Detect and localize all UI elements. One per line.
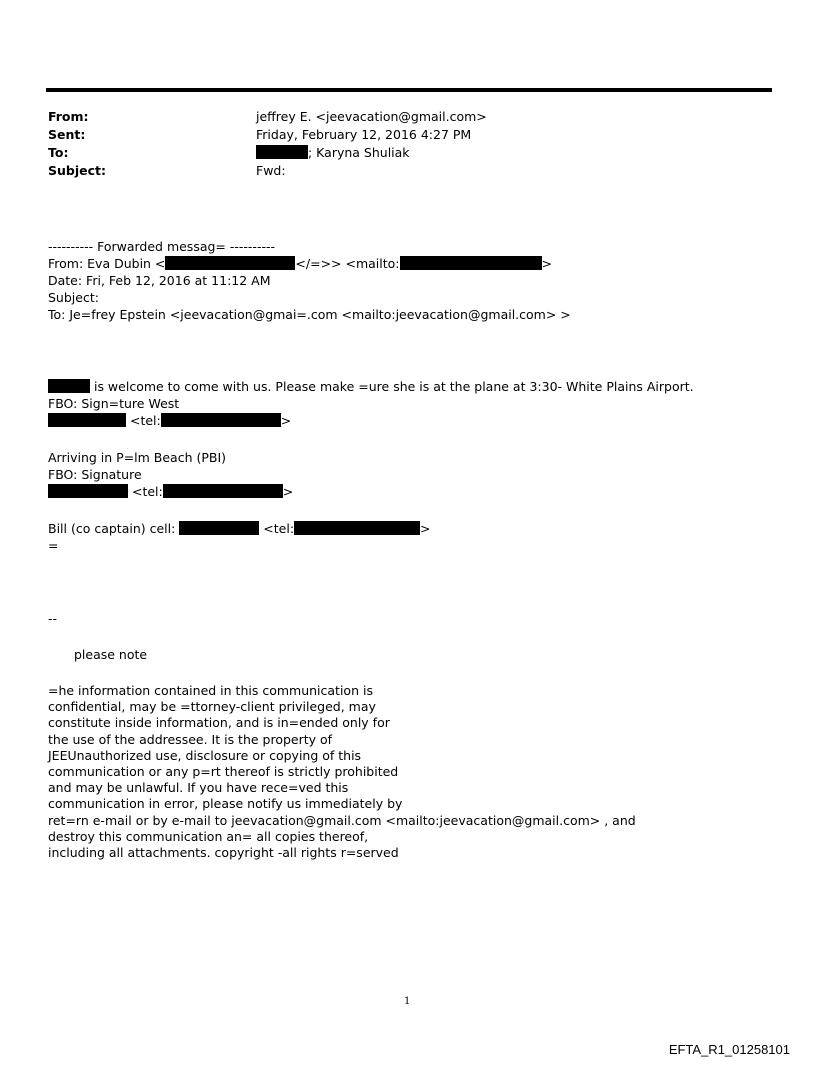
tel-end: > bbox=[282, 484, 294, 499]
sent-value: Friday, February 12, 2016 4:27 PM bbox=[256, 127, 472, 142]
forward-subject: Subject: bbox=[48, 290, 99, 305]
fbo-line-1: FBO: Sign=ture West bbox=[48, 396, 180, 411]
redaction bbox=[256, 145, 308, 159]
forward-from-end: > bbox=[541, 256, 553, 271]
tel-line-2 bbox=[48, 483, 293, 500]
disclaimer-line: JEEUnauthorized use, disclosure or copying of this bbox=[48, 747, 362, 763]
disclaimer-line: =he information contained in this communication is bbox=[48, 683, 373, 698]
redaction bbox=[294, 521, 420, 535]
please-note: please note bbox=[74, 647, 148, 662]
bill-prefix: Bill (co captain) cell: bbox=[48, 521, 180, 536]
arriving-line: Arriving in P=lm Beach (PBI) bbox=[48, 450, 227, 465]
redaction bbox=[400, 256, 542, 270]
disclaimer-line: the use of the addressee. It is the property of bbox=[48, 731, 333, 747]
disclaimer bbox=[48, 683, 636, 861]
welcome-line bbox=[48, 378, 694, 395]
bates-number: EFTA_R1_01258101 bbox=[668, 1042, 790, 1057]
page-number: 1 bbox=[404, 996, 411, 1007]
disclaimer-line: and may be unlawful. If you have rece=ved this bbox=[48, 780, 349, 796]
redaction bbox=[48, 379, 90, 393]
tel-end: > bbox=[420, 521, 431, 536]
forward-divider: ---------- Forwarded messag= ---------- bbox=[48, 239, 275, 254]
redaction bbox=[48, 413, 126, 427]
welcome-text: is welcome to come with us. Please make =ure she is at the plane at 3:30- White Plains Airport. bbox=[90, 379, 694, 394]
disclaimer-line: constitute inside information, and is in=ended only for bbox=[48, 715, 390, 731]
bill-line bbox=[48, 520, 431, 537]
tel-prefix: <tel: bbox=[126, 413, 161, 428]
tel-prefix: <tel: bbox=[259, 521, 295, 536]
subject-label: Subject: bbox=[48, 163, 106, 178]
redaction bbox=[161, 413, 281, 427]
from-value: jeffrey E. <jeevacation@gmail.com> bbox=[256, 109, 487, 124]
from-label: From: bbox=[48, 109, 89, 124]
forward-from bbox=[48, 255, 552, 272]
disclaimer-line: confidential, may be =ttorney-client privileged, may bbox=[48, 699, 376, 715]
disclaimer-line: communication in error, please notify us immediately by bbox=[48, 796, 403, 812]
disclaimer-line: communication or any p=rt thereof is strictly prohibited bbox=[48, 764, 399, 780]
forward-from-prefix: From: Eva Dubin < bbox=[48, 256, 166, 271]
equals-line: = bbox=[48, 538, 59, 553]
disclaimer-line: including all attachments. copyright -all rights r=served bbox=[48, 845, 399, 861]
disclaimer-line: ret=rn e-mail or by e-mail to jeevacation@gmail.com <mailto:jeevacation@gmail.com> , and bbox=[48, 812, 636, 828]
sent-label: Sent: bbox=[48, 127, 86, 142]
forward-from-mid: </=>> <mailto: bbox=[295, 256, 400, 271]
signature-dash: -- bbox=[48, 611, 58, 626]
top-rule bbox=[46, 88, 772, 92]
tel-end: > bbox=[280, 413, 292, 428]
tel-prefix: <tel: bbox=[128, 484, 163, 499]
redaction bbox=[48, 484, 128, 498]
tel-line-1 bbox=[48, 412, 291, 429]
to-value-wrap bbox=[256, 144, 410, 162]
forward-to: To: Je=frey Epstein <jeevacation@gmai=.com <mailto:jeevacation@gmail.com> > bbox=[48, 307, 571, 322]
redaction bbox=[179, 521, 259, 535]
to-label: To: bbox=[48, 145, 69, 160]
to-value: ; Karyna Shuliak bbox=[308, 145, 410, 160]
redaction bbox=[165, 256, 295, 270]
fbo-line-2: FBO: Signature bbox=[48, 467, 142, 482]
disclaimer-line: destroy this communication an= all copies thereof, bbox=[48, 828, 369, 844]
redaction bbox=[163, 484, 283, 498]
forward-date: Date: Fri, Feb 12, 2016 at 11:12 AM bbox=[48, 273, 271, 288]
subject-value: Fwd: bbox=[256, 163, 286, 178]
